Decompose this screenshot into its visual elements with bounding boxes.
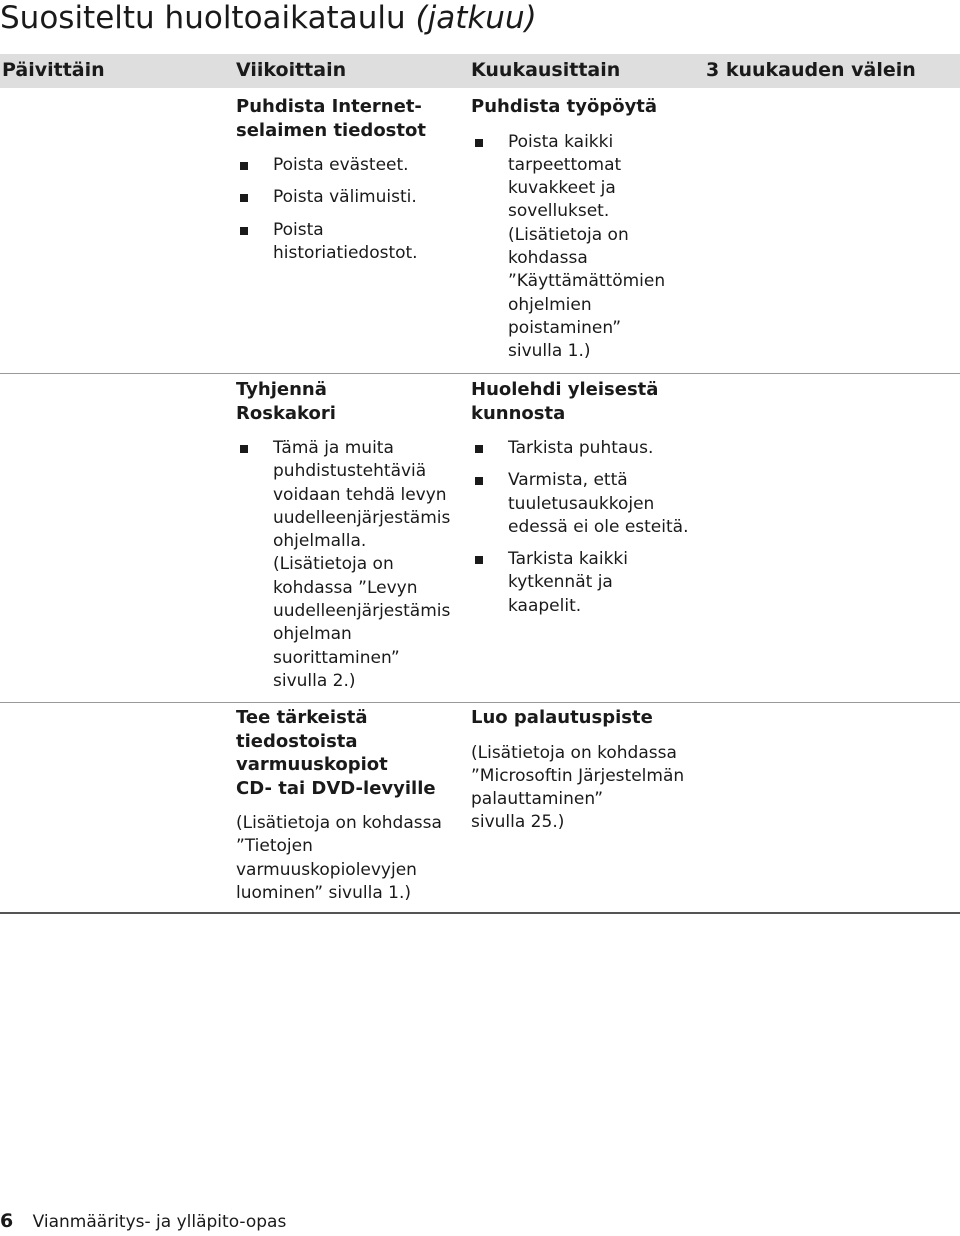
list-item: Poista välimuisti.	[236, 186, 466, 209]
task-list	[236, 437, 466, 693]
task-list	[471, 131, 701, 364]
bullet-icon	[475, 445, 483, 453]
schedule-header-row	[0, 54, 960, 88]
task-clean-desktop	[471, 95, 701, 372]
list-item: Poista historiatiedostot.	[236, 219, 466, 266]
list-item: Poista kaikki tarpeettomat kuvakkeet ja sovellukset. (Lisätietoja on kohdassa ”Käyttämättömien ohjelmien poistaminen” sivulla 1.)	[471, 131, 701, 364]
task-heading: Tee tärkeistä tiedostoista varmuuskopiot CD- tai DVD-levyille	[236, 707, 436, 799]
bullet-icon	[475, 556, 483, 564]
page-title	[0, 0, 537, 36]
bullet-icon	[240, 162, 248, 170]
task-heading: Puhdista työpöytä	[471, 96, 658, 117]
task-heading: Luo palautuspiste	[471, 707, 653, 728]
task-general-condition	[471, 378, 701, 627]
page-footer	[0, 1210, 286, 1232]
row-divider	[0, 702, 960, 703]
header-daily: Päivittäin	[2, 59, 105, 81]
title-main: Suositeltu huoltoaikataulu	[0, 0, 406, 36]
task-list	[471, 437, 701, 618]
bullet-icon	[475, 477, 483, 485]
task-restore-point	[471, 706, 701, 835]
table-bottom-rule	[0, 912, 960, 914]
guide-title: Vianmääritys- ja ylläpito-opas	[32, 1212, 287, 1232]
list-item: Tämä ja muita puhdistustehtäviä voidaan tehdä levyn uudelleenjärjestämis ohjelmalla. (Lisätietoja on kohdassa ”Levyn uudelleenjärjestämis ohjelman suorittaminen” sivulla 2.)	[236, 437, 466, 693]
task-browser-files	[236, 95, 466, 274]
bullet-icon	[475, 139, 483, 147]
task-list	[236, 154, 466, 265]
list-item: Poista evästeet.	[236, 154, 466, 177]
task-backup	[236, 706, 466, 905]
title-continued: (jatkuu)	[415, 0, 537, 36]
bullet-icon	[240, 194, 248, 202]
header-quarterly: 3 kuukauden välein	[706, 59, 916, 81]
task-note: (Lisätietoja on kohdassa ”Microsoftin Järjestelmän palauttaminen” sivulla 25.)	[471, 742, 685, 833]
bullet-icon	[240, 445, 248, 453]
task-heading: Huolehdi yleisestä kunnosta	[471, 379, 659, 424]
task-heading: Tyhjennä Roskakori	[236, 379, 336, 424]
list-item: Varmista, että tuuletusaukkojen edessä ei ole esteitä.	[471, 469, 701, 539]
header-monthly: Kuukausittain	[471, 59, 621, 81]
header-weekly: Viikoittain	[236, 59, 347, 81]
list-item: Tarkista puhtaus.	[471, 437, 701, 460]
bullet-icon	[240, 227, 248, 235]
page-number: 6	[0, 1210, 14, 1232]
task-empty-recycle-bin	[236, 378, 466, 702]
task-heading: Puhdista Internet- selaimen tiedostot	[236, 96, 426, 141]
row-divider	[0, 373, 960, 374]
list-item: Tarkista kaikki kytkennät ja kaapelit.	[471, 548, 701, 618]
task-note: (Lisätietoja on kohdassa ”Tietojen varmuuskopiolevyjen luominen” sivulla 1.)	[236, 813, 442, 903]
